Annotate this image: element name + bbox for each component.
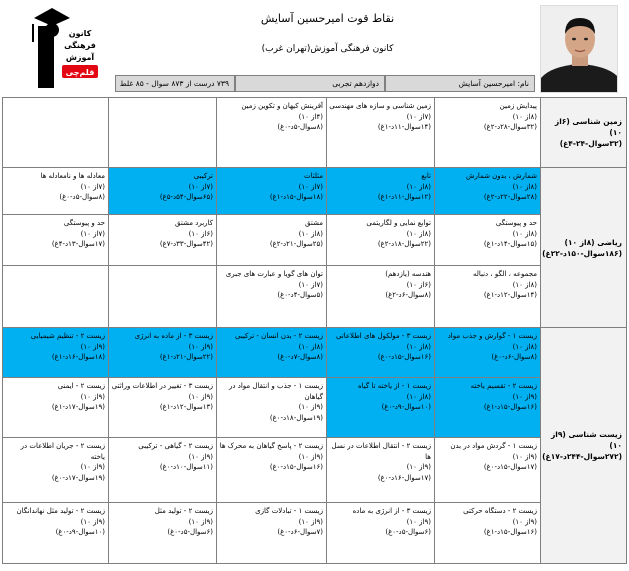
topic-cell — [327, 266, 435, 328]
table-row — [3, 438, 627, 503]
topic-title: زیست ۲ - تولید مثل نهاندانگان — [16, 507, 105, 515]
topic-cell — [109, 328, 217, 378]
topic-cell — [435, 98, 541, 168]
topic-stats: (۱۸سوال-۱۵د-۱غ) — [269, 193, 323, 201]
topic-stats: (۸سوال-۵د-۰غ) — [59, 193, 105, 201]
topic-cell — [217, 98, 327, 168]
topic-level: (۷از ۱۰) — [298, 280, 323, 289]
topic-level: (۹از ۱۰) — [80, 342, 105, 351]
topic-level: (۸از ۱۰) — [406, 229, 431, 238]
topic-cell — [3, 98, 109, 168]
topic-level: (۸از ۱۰) — [512, 280, 537, 289]
topic-level: (۸از ۱۰) — [512, 229, 537, 238]
topic-cell — [109, 266, 217, 328]
topic-level: (۸از ۱۰) — [298, 342, 323, 351]
logo-text-2: فرهنگی — [64, 41, 96, 50]
topic-level: (۸از ۱۰) — [512, 112, 537, 121]
topic-level: (۹از ۱۰) — [188, 342, 213, 351]
topic-cell — [435, 168, 541, 215]
topic-cell — [109, 168, 217, 215]
topic-title: معادله ها و نامعادله ها — [40, 172, 105, 180]
topic-level: (۶از ۱۰) — [188, 229, 213, 238]
score-summary-cell: ۷۳۹ درست از ۸۷۳ سوال - ۸۵ غلط — [115, 75, 235, 92]
subject-cell: ریاضی (۸از ۱۰) (۱۸۶سوال-۱۵۰د-۲۲غ) — [541, 168, 627, 328]
topic-stats: (۸سوال-۶د-۰غ) — [491, 353, 537, 361]
topic-level: (۴از ۱۰) — [298, 112, 323, 121]
topic-stats: (۷سوال-۶د-۰غ) — [277, 528, 323, 536]
topic-stats: (۱۸سوال-۱۶د-۱غ) — [51, 353, 105, 361]
topic-cell — [435, 266, 541, 328]
topic-title: توابع نمایی و لگاریتمی — [366, 219, 431, 227]
topic-title: زیست ۲ - گیاهی - ترکیبی — [138, 442, 213, 450]
topic-title: زیست ۲ - جریان اطلاعات در یاخته — [20, 442, 105, 461]
table-row — [3, 98, 627, 168]
report-header — [0, 0, 629, 97]
topic-stats: (۱۰سوال-۹د-۰غ) — [55, 528, 105, 536]
topic-title: زیست ۱ - تبادلات گازی — [255, 507, 323, 515]
topic-cell — [3, 438, 109, 503]
logo-text-4: قلم‌چی — [65, 68, 95, 77]
topic-stats: (۶سوال-۵د-۰غ) — [167, 528, 213, 536]
topic-cell — [435, 378, 541, 438]
topic-stats: (۱۲سوال-۱۱د-۱غ) — [377, 193, 431, 201]
topic-cell — [217, 266, 327, 328]
student-photo — [540, 5, 618, 93]
topic-title: توان های گویا و عبارت های جبری — [225, 270, 323, 278]
topic-title: زیست ۲ - ایمنی — [57, 382, 105, 390]
topic-cell — [109, 378, 217, 438]
topic-cell — [3, 378, 109, 438]
topic-stats: (۱۱سوال-۱۰د-۰غ) — [159, 463, 213, 471]
topic-cell — [435, 328, 541, 378]
topic-title: زمین شناسی و سازه های مهندسی — [329, 102, 431, 110]
topic-level: (۹از ۱۰) — [80, 392, 105, 401]
topic-stats: (۱۹سوال-۱۷د-۰غ) — [51, 473, 105, 482]
topic-level: (۹از ۱۰) — [188, 392, 213, 401]
topic-level: (۹از ۱۰) — [406, 463, 431, 471]
topic-level: (۷از ۱۰) — [80, 182, 105, 191]
topic-level: (۹از ۱۰) — [406, 517, 431, 526]
topic-level: (۷از ۱۰) — [188, 182, 213, 191]
topic-level: (۹از ۱۰) — [298, 452, 323, 461]
topic-title: زیست ۲ - تولید مثل — [154, 507, 213, 515]
topic-level: (۸از ۱۰) — [512, 342, 537, 351]
topic-cell — [435, 215, 541, 266]
topic-level: (۹از ۱۰) — [80, 463, 105, 471]
logo-text-1: کانون — [68, 29, 92, 38]
topic-title: زیست ۲ - دستگاه حرکتی — [463, 507, 537, 515]
topic-title: زیست ۱ - گردش مواد در بدن — [450, 442, 537, 450]
topic-cell — [217, 328, 327, 378]
topic-stats: (۱۵سوال-۱۴د-۱غ) — [483, 240, 537, 248]
topic-level: (۹از ۱۰) — [298, 403, 323, 411]
logo-text-3: آموزش — [65, 53, 95, 62]
topic-stats: (۱۹سوال-۱۷د-۱غ) — [51, 403, 105, 411]
topic-title: زیست ۲ - تنظیم شیمیایی — [30, 332, 105, 340]
student-name-cell: نام: امیرحسین آسایش — [385, 75, 535, 92]
report-subtitle: کانون فرهنگی آموزش(تهران غرب) — [261, 44, 394, 54]
topic-cell — [3, 503, 109, 564]
topic-title: مثلثات — [303, 172, 323, 180]
subject-cell: زیست شناسی (۹از ۱۰) (۲۷۲سوال-۲۴۴د-۱۷غ) — [541, 328, 627, 564]
topic-stats: (۱۶سوال-۱۵د-۱غ) — [483, 528, 537, 536]
topic-title: زیست ۲ - پاسخ گیاهان به محرک ها — [219, 442, 323, 450]
topic-cell — [217, 438, 327, 503]
topic-title: کاربرد مشتق — [175, 219, 213, 227]
topic-title: زیست ۱ - جذب و انتقال مواد در گیاهان — [229, 382, 323, 401]
topic-cell — [109, 98, 217, 168]
topic-cell — [109, 215, 217, 266]
topic-cell — [3, 328, 109, 378]
topic-title: آفرینش کیهان و تکوین زمین — [241, 102, 323, 110]
topic-cell — [109, 503, 217, 564]
topic-title: زیست ۱ - گوارش و جذب مواد — [447, 332, 537, 340]
table-row — [3, 168, 627, 215]
topic-title: مشتق — [305, 219, 323, 227]
topic-stats: (۱۰سوال-۹د-۰غ) — [381, 403, 431, 411]
topic-stats: (۲۸سوال-۲۲د-۲غ) — [483, 193, 537, 201]
topic-level: (۹از ۱۰) — [298, 517, 323, 526]
topic-title: زیست ۱ - از یاخته تا گیاه — [357, 382, 431, 390]
topic-cell — [327, 503, 435, 564]
table-row — [3, 503, 627, 564]
topic-cell — [3, 215, 109, 266]
topic-title: هندسه (یازدهم) — [385, 270, 431, 278]
table-row — [3, 215, 627, 266]
topic-title: زیست ۳ - از انرژی به ماده — [352, 507, 431, 515]
topic-title: زیست ۳ - مولکول های اطلاعاتی — [335, 332, 431, 340]
topic-level: (۸از ۱۰) — [512, 182, 537, 191]
topic-level: (۸از ۱۰) — [406, 392, 431, 401]
topic-title: تابع — [421, 172, 431, 180]
topic-level: (۷از ۱۰) — [298, 182, 323, 191]
topic-level: (۶از ۱۰) — [406, 280, 431, 289]
topic-stats: (۴۲سوال-۳۳د-۷غ) — [159, 240, 213, 248]
topic-cell — [217, 378, 327, 438]
topic-level: (۹از ۱۰) — [512, 392, 537, 401]
topic-cell — [3, 168, 109, 215]
topic-level: (۷از ۱۰) — [406, 112, 431, 121]
topic-cell — [217, 168, 327, 215]
topic-title: زیست ۳ - از ماده به انرژی — [134, 332, 213, 340]
topic-level: (۹از ۱۰) — [80, 517, 105, 526]
topic-title: زیست ۳ - تغییر در اطلاعات وراثتی — [111, 382, 213, 390]
topic-title: حد و پیوستگی — [63, 219, 105, 227]
topic-title: زیست ۲ - انتقال اطلاعات در نسل ها — [331, 442, 431, 461]
topic-title: مجموعه ، الگو ، دنباله — [472, 270, 537, 278]
topic-cell — [327, 438, 435, 503]
topic-cell — [327, 215, 435, 266]
strengths-table — [2, 97, 627, 564]
topic-stats: (۸سوال-۶د-۲غ) — [385, 291, 431, 299]
topic-stats: (۶سوال-۵د-۰غ) — [385, 528, 431, 536]
topic-stats: (۲۲سوال-۱۸د-۲غ) — [377, 240, 431, 248]
topic-cell — [217, 503, 327, 564]
topic-title: زیست ۲ - تقسیم یاخته — [470, 382, 537, 390]
topic-stats: (۸سوال-۷د-۰غ) — [277, 353, 323, 361]
kanoon-logo — [30, 4, 102, 96]
table-row — [3, 378, 627, 438]
table-row — [3, 266, 627, 328]
topic-cell — [327, 168, 435, 215]
topic-stats: (۱۷سوال-۱۵د-۰غ) — [483, 463, 537, 471]
topic-title: حد و پیوستگی — [495, 219, 537, 227]
grade-cell: دوازدهم تجربی — [235, 75, 385, 92]
topic-stats: (۱۴سوال-۱۱د-۱غ) — [377, 123, 431, 131]
topic-stats: (۸سوال-۵د-۰غ) — [277, 123, 323, 131]
topic-cell — [3, 266, 109, 328]
topic-stats: (۱۴سوال-۱۲د-۱غ) — [483, 291, 537, 299]
topic-stats: (۱۷سوال-۱۳د-۴غ) — [51, 240, 105, 248]
topic-stats: (۱۹سوال-۱۸د-۰غ) — [269, 413, 323, 422]
topic-stats: (۱۶سوال-۱۵د-۱غ) — [483, 403, 537, 411]
topic-level: (۹از ۱۰) — [188, 517, 213, 526]
topic-stats: (۵سوال-۴د-۰غ) — [277, 291, 323, 299]
topic-level: (۹از ۱۰) — [188, 452, 213, 461]
topic-level: (۷از ۱۰) — [80, 229, 105, 238]
topic-title: ترکیبی — [193, 172, 213, 180]
topic-title: زیست ۲ - بدن انسان - ترکیبی — [235, 332, 323, 340]
report-title: نقاط قوت امیرحسین آسایش — [260, 12, 395, 25]
topic-cell — [327, 328, 435, 378]
topic-cell — [327, 378, 435, 438]
subject-cell: زمین شناسی (۶از ۱۰) (۳۲سوال-۲۴-۴غ) — [541, 98, 627, 168]
topic-cell — [109, 438, 217, 503]
topic-level: (۹از ۱۰) — [512, 517, 537, 526]
topic-stats: (۱۶سوال-۱۵د-۰غ) — [269, 463, 323, 471]
topic-cell — [435, 438, 541, 503]
topic-stats: (۳۲سوال-۲۸د-۲غ) — [483, 123, 537, 131]
topic-stats: (۱۶سوال-۱۵د-۰غ) — [377, 353, 431, 361]
topic-level: (۸از ۱۰) — [406, 342, 431, 351]
topic-stats: (۱۳سوال-۱۲د-۱غ) — [159, 403, 213, 411]
topic-stats: (۱۷سوال-۱۶د-۰غ) — [377, 473, 431, 482]
topic-title: شمارش ، بدون شمارش — [465, 172, 537, 180]
topic-cell — [435, 503, 541, 564]
topic-stats: (۲۲سوال-۲۱د-۱غ) — [159, 353, 213, 361]
table-row — [3, 328, 627, 378]
topic-level: (۹از ۱۰) — [512, 452, 537, 461]
topic-level: (۸از ۱۰) — [298, 229, 323, 238]
topic-cell — [327, 98, 435, 168]
topic-cell — [217, 215, 327, 266]
topic-level: (۸از ۱۰) — [406, 182, 431, 191]
topic-stats: (۲۵سوال-۲۱د-۲غ) — [269, 240, 323, 248]
topic-stats: (۶۵سوال-۵۴د-۵غ) — [159, 193, 213, 201]
topic-title: پیدایش زمین — [499, 102, 537, 110]
